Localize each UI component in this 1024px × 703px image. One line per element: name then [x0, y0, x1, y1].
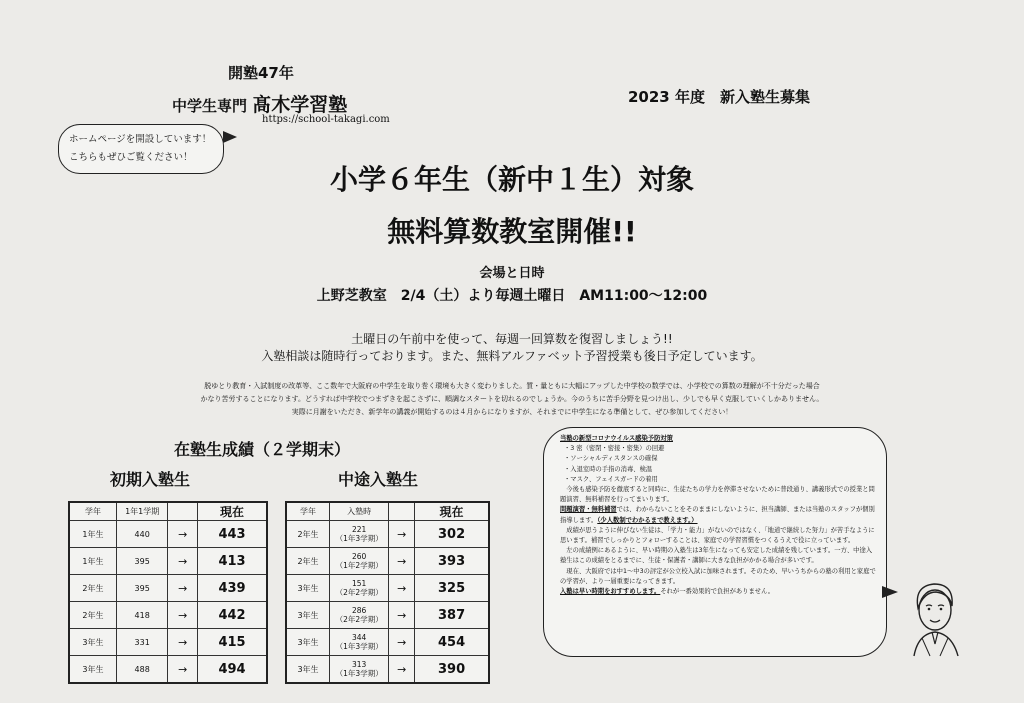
joined-score: 151: [352, 579, 367, 588]
arrow-cell: →: [168, 521, 198, 548]
school-name-line: [172, 90, 347, 117]
header-now: 現在: [198, 502, 267, 521]
arrow-cell: →: [168, 548, 198, 575]
covid-paragraph: 左の成績例にあるように、早い時期の入塾生は3年生になっても安定した成績を残しています。一方、中途入塾生はこの成績をとるまでに、生徒・保護者・講師に大きな負担がかかる場合が多いです。: [560, 547, 873, 565]
joined-cell: [330, 521, 389, 548]
before-cell: 395: [116, 548, 167, 575]
early-students-title: 初期入塾生: [110, 470, 191, 489]
now-cell: 454: [415, 629, 489, 656]
fine-print-1: 脱ゆとり教育・入試制度の改革等、ここ数年で大阪府の中学生を取り巻く環境も大きく変わりました。質・量ともに大幅にアップした中学校の数学では、小学校での算数の理解が不十分だった場合: [204, 382, 820, 390]
table-header-row: [286, 502, 489, 521]
header-grade: 学年: [286, 502, 330, 521]
covid-measures-bubble: [543, 427, 887, 657]
grade-cell: 1年生: [69, 521, 116, 548]
arrow-cell: →: [389, 602, 415, 629]
now-cell: 393: [415, 548, 489, 575]
table-row: [69, 521, 267, 548]
now-cell: 494: [198, 656, 267, 684]
school-name: 髙木学習塾: [252, 94, 348, 116]
intro-line-2: 入塾相談は随時行っております。また、無料アルファベット予習授業も後日予定しています。: [261, 349, 763, 363]
covid-paragraph: 今後も感染予防を徹底すると同時に、生徒たちの学力を停滞させないために普段通り、講義形式での授業と問題演習、無料補習を行ってまいります。: [560, 486, 875, 504]
table-row: [69, 575, 267, 602]
joined-term: （1年3学期）: [335, 669, 383, 678]
now-cell: 390: [415, 656, 489, 684]
venue-detail: 上野芝教室 2/4（土）より毎週土曜日 AM11:00～12:00: [316, 288, 708, 304]
fine-print-2: かなり苦労することになります。どうすれば中学校でつまずきを起こさずに、順調なスタートを切れるのでしょうか。今のうちに苦手分野を見つけ出し、少しでも早く克服していくしかありません。: [200, 395, 824, 403]
table-row: [69, 629, 267, 656]
now-cell: 413: [198, 548, 267, 575]
school-url[interactable]: https://school-takagi.com: [262, 114, 390, 125]
grade-cell: 3年生: [286, 575, 330, 602]
arrow-cell: →: [389, 521, 415, 548]
arrow-cell: →: [389, 575, 415, 602]
grade-cell: 2年生: [69, 602, 116, 629]
results-title: 在塾生成績（２学期末）: [174, 440, 351, 459]
arrow-cell: →: [389, 629, 415, 656]
covid-title: 当塾の新型コロナウイルス感染予防対策: [560, 435, 673, 442]
table-header-row: [69, 502, 267, 521]
teacher-illustration-icon: [900, 578, 970, 658]
now-cell: 387: [415, 602, 489, 629]
header-arrow: [168, 502, 198, 521]
mid-students-title: 中途入塾生: [338, 470, 419, 489]
joined-term: （1年3学期）: [335, 642, 383, 651]
table-row: [286, 521, 489, 548]
table-row: [69, 548, 267, 575]
now-cell: 325: [415, 575, 489, 602]
before-cell: 331: [116, 629, 167, 656]
header-grade: 学年: [69, 502, 116, 521]
table-row: [286, 629, 489, 656]
joined-term: （2年2学期）: [335, 588, 383, 597]
covid-paragraph: 現在、大阪府では中1～中3の評定が公立校入試に加味されます。そのため、早いうちからの塾の利用と家庭での学習が、より一層重要になってきます。: [560, 567, 876, 585]
arrow-cell: →: [168, 575, 198, 602]
grade-cell: 3年生: [286, 602, 330, 629]
joined-score: 313: [352, 660, 367, 669]
now-cell: 302: [415, 521, 489, 548]
grade-cell: 3年生: [69, 629, 116, 656]
now-cell: 415: [198, 629, 267, 656]
early-results-table: [68, 501, 268, 684]
grade-cell: 3年生: [69, 656, 116, 684]
covid-item: ・ソーシャルディスタンスの確保: [564, 455, 658, 463]
covid-text: それが一番効果的で負担がありません。: [660, 588, 775, 596]
arrow-cell: →: [168, 602, 198, 629]
covid-emphasis: 問題演習・無料補習: [560, 506, 617, 514]
header-now: 現在: [415, 502, 489, 521]
joined-term: （1年2学期）: [335, 561, 383, 570]
table-row: [69, 602, 267, 629]
grade-cell: 2年生: [286, 521, 330, 548]
intro-line-1: 土曜日の午前中を使って、毎週一回算数を復習しましょう!!: [351, 332, 673, 346]
header-before: 1年1学期: [116, 502, 167, 521]
covid-emphasis: 入塾は早い時期をおすすめします。: [560, 588, 661, 596]
joined-term: （2年2学期）: [335, 615, 383, 624]
now-cell: 443: [198, 521, 267, 548]
joined-cell: [330, 602, 389, 629]
school-prefix: 中学生専門: [172, 97, 248, 115]
venue-label: 会場と日時: [479, 266, 545, 281]
grade-cell: 2年生: [286, 548, 330, 575]
grade-cell: 2年生: [69, 575, 116, 602]
joined-term: （1年3学期）: [335, 534, 383, 543]
grade-cell: 3年生: [286, 656, 330, 684]
joined-score: 260: [352, 552, 367, 561]
covid-bubble-tail: [882, 586, 898, 598]
joined-score: 286: [352, 606, 367, 615]
bubble-line-1: ホームページを開設しています！: [69, 134, 212, 145]
joined-cell: [330, 548, 389, 575]
grade-cell: 1年生: [69, 548, 116, 575]
fine-print-3: 実際に月謝をいただき、新学年の講義が開始するのは４月からになりますが、それまでに中学生になる準備として、ぜひ参加してください！: [291, 408, 733, 416]
covid-paragraph: [560, 587, 878, 597]
before-cell: 418: [116, 602, 167, 629]
arrow-cell: →: [389, 656, 415, 684]
bubble-tail: [223, 131, 237, 143]
bubble-line-2: こちらもぜひご覧ください！: [69, 152, 193, 163]
joined-cell: [330, 656, 389, 684]
grade-cell: 3年生: [286, 629, 330, 656]
covid-paragraph: 成績が思うように伸びない生徒は、「学力・能力」がないのではなく、「地道で継続した努力」が苦手なように思います。補習でしっかりとフォローすることは、家庭での学習習慣をつくるうえで役に立っています。: [560, 526, 875, 545]
joined-cell: [330, 629, 389, 656]
headline-event: 無料算数教室開催!!: [387, 215, 637, 248]
covid-item: ・マスク、フェイスガードの着用: [564, 475, 658, 483]
table-row: [286, 602, 489, 629]
covid-item: ・入退室時の手指の消毒、検温: [564, 465, 653, 473]
table-row: [69, 656, 267, 684]
covid-paragraph: [560, 505, 878, 525]
table-row: [286, 656, 489, 684]
table-row: [286, 575, 489, 602]
joined-cell: [330, 575, 389, 602]
arrow-cell: →: [168, 656, 198, 684]
before-cell: 395: [116, 575, 167, 602]
arrow-cell: →: [389, 548, 415, 575]
table-row: [286, 548, 489, 575]
now-cell: 442: [198, 602, 267, 629]
arrow-cell: →: [168, 629, 198, 656]
before-cell: 488: [116, 656, 167, 684]
header-joined: 入塾時: [330, 502, 389, 521]
joined-score: 344: [352, 633, 367, 642]
recruit-year-title: 2023 年度 新入塾生募集: [628, 88, 810, 106]
covid-emphasis: （少人数制でわかるまで教えます。）: [597, 516, 698, 524]
joined-score: 221: [352, 525, 367, 534]
covid-item: ・3 密（密閉・密接・密集）の回避: [564, 445, 665, 453]
headline-target: 小学６年生（新中１生）対象: [329, 163, 694, 196]
header-arrow: [389, 502, 415, 521]
covid-text: では、わからないことをそのままにしないように、担当講師、または当塾のスタッフが個別指導します。: [560, 506, 875, 524]
mid-results-table: [285, 501, 490, 684]
anniversary-text: 開塾47年: [228, 64, 294, 82]
before-cell: 440: [116, 521, 167, 548]
now-cell: 439: [198, 575, 267, 602]
